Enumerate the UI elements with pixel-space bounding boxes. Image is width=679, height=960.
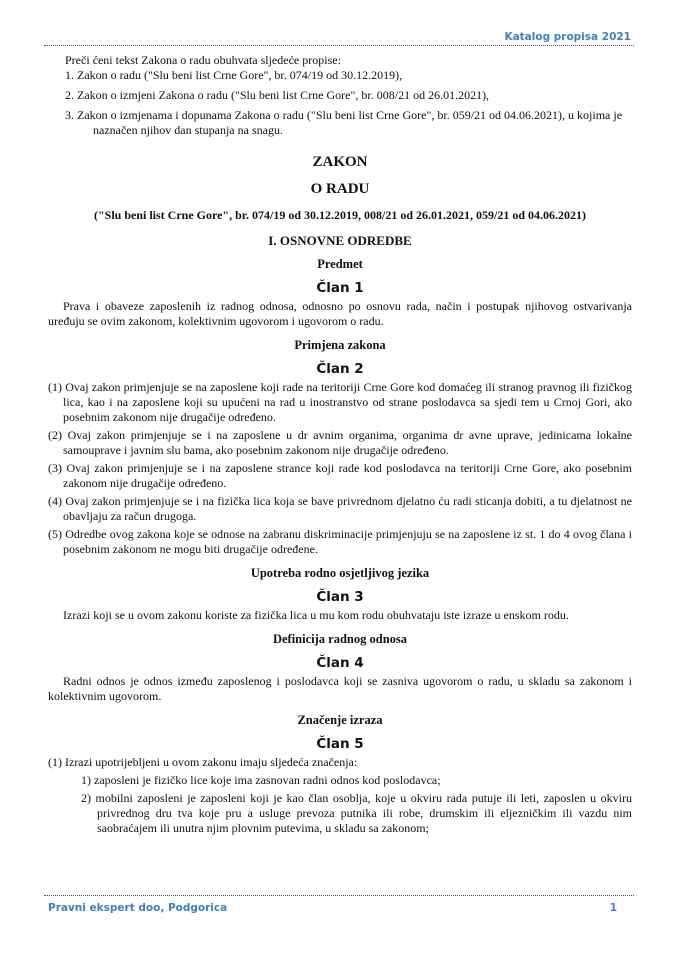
intro-lead: Preči ćeni tekst Zakona o radu obuhvata sljedeće propise: bbox=[65, 53, 341, 67]
header-title: Katalog propisa 2021 bbox=[504, 31, 631, 43]
page-number: 1 bbox=[609, 902, 617, 914]
article-text: Prava i obaveze zaposlenih iz radnog odnosa, odnosno po osnovu rada, način i postupak njihovog ostvarivanja uređuju se ovim zakonom, kolektivnim ugovorom i ugovorom o radu. bbox=[48, 299, 632, 328]
article-paragraph: (1) Ovaj zakon primjenjuje se na zaposlene koji rade na teritoriji Crne Gore kod domaćeg ili stranog pravnog ili fizičkog lica, kao i na zaposlene koji su upućeni na rad u inostranstvo od strane poslodavca sa sjedi tem u Crnoj Gori, ako posebnim zakonom nije drugačije određeno. bbox=[48, 380, 632, 424]
section-heading: Definicija radnog odnosa bbox=[272, 632, 408, 646]
article-paragraph: (3) Ovaj zakon primjenjuje se i na zaposlene strance koji rade kod poslodavca na teritoriji Crne Gore, ako posebnim zakonom nije drugačije određeno. bbox=[48, 461, 632, 490]
article-paragraph: (4) Ovaj zakon primjenjuje se i na fizička lica koja se bave privrednom djelatno ću radi sticanja dobiti, a tu djelatnost ne obavljaju za račun drugoga. bbox=[48, 494, 632, 523]
law-title: ZAKON bbox=[312, 154, 368, 170]
section-heading: Značenje izraza bbox=[297, 713, 383, 727]
document-body bbox=[48, 53, 632, 836]
article-number: Član 4 bbox=[316, 655, 364, 671]
header-divider bbox=[44, 45, 634, 46]
article-paragraph: (1) Izrazi upotrijebljeni u ovom zakonu imaju sljedeća značenja: bbox=[48, 755, 358, 769]
article-text: Radni odnos je odnos između zaposlenog i poslodavca koji se zasniva ugovorom o radu, u skladu sa zakonom i kolektivnim ugovorom. bbox=[48, 674, 632, 703]
section-heading: Primjena zakona bbox=[294, 338, 386, 352]
definition-item: 1) zaposleni je fizičko lice koje ima zasnovan radni odnos kod poslodavca; bbox=[81, 773, 441, 787]
footer-divider bbox=[44, 895, 634, 896]
intro-item: 3. Zakon o izmjenama i dopunama Zakona o radu ("Slu beni list Crne Gore", br. 059/21 od 04.06.2021), u kojima je naznačen njihov dan stupanja na snagu. bbox=[65, 108, 623, 137]
intro-item: 1. Zakon o radu ("Slu beni list Crne Gore", br. 074/19 od 30.12.2019), bbox=[65, 68, 403, 82]
intro-item: 2. Zakon o izmjeni Zakona o radu ("Slu beni list Crne Gore", br. 008/21 od 26.01.2021), bbox=[65, 88, 490, 102]
gazette-reference: ("Slu beni list Crne Gore", br. 074/19 od 30.12.2019, 008/21 od 26.01.2021, 059/21 od 04.06.2021) bbox=[93, 208, 587, 222]
definition-item: 2) mobilni zaposleni je zaposleni koji je kao član osoblja, koje u okviru rada putuje ili leti, zaposlen u okviru privrednog dru tva koje pru a usluge prevoza putnika ili robe, drumskim ili eljezničkim ili vazdu nim saobraćajem ili unutra njim plovnim putevima, u skladu sa zakonom; bbox=[81, 791, 632, 835]
law-subtitle: O RADU bbox=[310, 181, 370, 197]
article-text: Izrazi koji se u ovom zakonu koriste za fizička lica u mu kom rodu obuhvataju iste izraze u enskom rodu. bbox=[63, 608, 569, 622]
section-heading: Upotreba rodno osjetljivog jezika bbox=[250, 566, 430, 580]
article-number: Član 5 bbox=[316, 736, 364, 752]
article-number: Član 1 bbox=[316, 280, 364, 296]
article-paragraph: (5) Odredbe ovog zakona koje se odnose na zabranu diskriminacije primjenjuju se na zaposlene iz st. 1 do 4 ovog člana i posebnim zakonom ne mogu biti drugačije određene. bbox=[48, 527, 632, 556]
section-heading: Predmet bbox=[317, 257, 363, 271]
article-number: Član 3 bbox=[316, 589, 364, 605]
article-number: Član 2 bbox=[316, 361, 364, 377]
footer-publisher: Pravni ekspert doo, Podgorica bbox=[48, 902, 228, 914]
article-paragraph: (2) Ovaj zakon primjenjuje se i na zaposlene u dr avnim organima, organima dr avne uprave, jedinicama lokalne samouprave i javnim slu bama, ako posebnim zakonom nije drugačije određeno. bbox=[48, 428, 632, 457]
chapter-heading: I. OSNOVNE ODREDBE bbox=[268, 233, 412, 248]
